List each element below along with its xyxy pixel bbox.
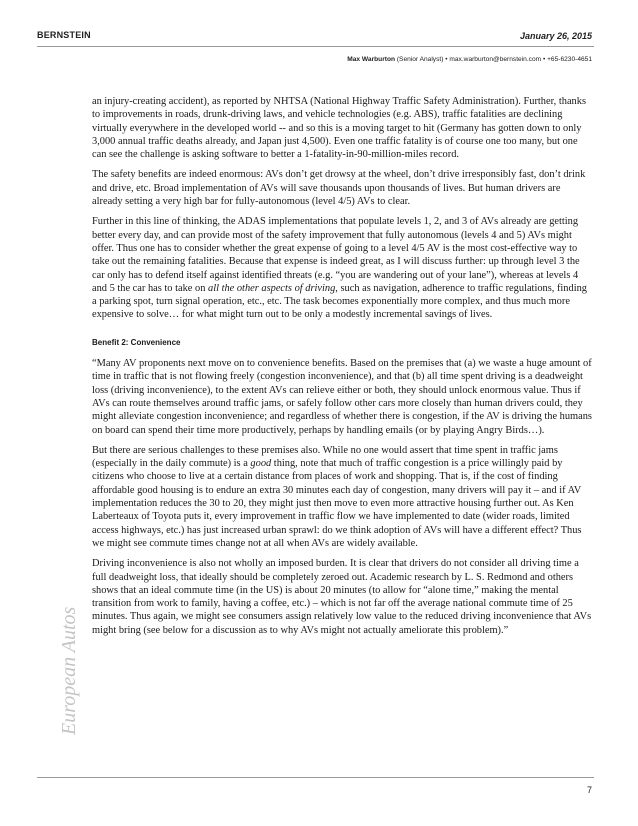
paragraph: an injury-creating accident), as reported by NHTSA (National Highway Traffic Safety Administration). Further, thanks to improvements in roads, drunk-driving laws, and vehicle technologies (e.g. ABS), traffic fatalities are declining virtually everywhere in the developed world -- and so this is a moving target to hit (Germany has gotten down to only 3,000 annual traffic deaths already, and Japan just 4,500). Even one traffic fatality is of course one too many, but one can see the challenge is asking software to better a 1-fatality-in-90-million-miles record. <box>92 96 586 161</box>
analyst-contact: • max.warburton@bernstein.com • +65-6230-4651 <box>445 56 592 63</box>
emphasis-text: all the other aspects of driving <box>208 282 336 294</box>
paragraph: Driving inconvenience is also not wholly an imposed burden. It is clear that drivers do not consider all driving time a full deadweight loss, that ideally should be completely zeroed out. Academic research by L. S. Redmond and others shows that an ideal commute time (in the US) is about 20 minutes (to allow for “alone time,” making the mental transition from work to family, having a coffee, etc.) – which is not far off the average national commute time of 25 minutes. Thus again, we might see consumers assign relatively low value to the reduced driving inconvenience that AVs might bring (see below for a discussion as to why AVs might not actually ameliorate this problem).” <box>92 558 592 636</box>
paragraph: The safety benefits are indeed enormous: AVs don’t get drowsy at the wheel, don’t drive irresponsibly fast, don’t drink and drive, etc. Broad implementation of AVs will save thousands upon thousands of lives. But human drivers are already setting a very high bar for fully-autonomous (level 4/5) AVs to clear. <box>92 169 586 208</box>
section-heading: Benefit 2: Convenience <box>92 337 181 347</box>
paragraph <box>92 215 592 321</box>
paragraph-text: , such as navigation, adherence to traffic regulations, finding a parking spot, turn signal operation, etc., etc. The task becomes exponentially more complex, and thus much more expensive to solve… for what might turn out to be only a modestly incremental savings of lives. <box>92 282 587 321</box>
paragraph: “Many AV proponents next move on to convenience benefits. Based on the premises that (a) we waste a huge amount of time in traffic that is not flowing freely (congestion inconvenience), and that (b) all time spent driving is a deadweight loss (driving inconvenience), to the extent AVs can relieve either or both, they should unlock enormous value. Thus if AVs can route themselves around traffic jams, or safely follow other cars more closely than human drivers could, they might alleviate congestion inconvenience; and regardless of whether there is congestion, if the AV is driving the humans on board can spend their time more productively, perhaps by handling emails (or by playing Angry Birds…). <box>92 358 592 436</box>
report-date: January 26, 2015 <box>519 31 592 41</box>
report-body <box>92 95 592 644</box>
paragraph-text: But there are serious challenges to these premises also. While no one would assert that time spent in traffic jams (especially in the daily commute) is a <box>92 444 558 470</box>
header-divider <box>37 46 594 47</box>
paragraph-text: Further in this line of thinking, the ADAS implementations that populate levels 1, 2, and 3 of AVs already are getting better every day, and can provide most of the safety improvement that fully autonomous (levels 4 and 5) AVs might offer. Thus one has to consider whether the great expense of going to a level 4/5 AV is the most cost-effective way to take out the remaining fatalities. Because that expense is indeed great, as I will discuss further: up through level 3 the car only has to defend itself against identified threats (e.g. “you are wandering out of your lane”), whereas at levels 4 and 5 the car has to take on <box>92 216 580 294</box>
emphasis-text: good <box>250 458 272 470</box>
analyst-line <box>347 56 592 63</box>
paragraph-text: thing, note that much of traffic congestion is a price willingly paid by citizens who choose to live at a certain distance from places of work and shopping. That is, if the cost of finding affordable good housing is to endure an extra 30 minutes each day of congestion, many drivers will pay it – and if AV implementation reduces the 30 to 20, they might just then move to even more attractive housing further out. As Ken Laberteaux of Toyota puts it, every improvement in traffic flow we have implemented to date (wider roads, limited access highways, etc.) has just increased urban sprawl: do we think adoption of AVs will have a different effect? Thus we might see commute times change not at all when AVs are widely available. <box>92 458 582 549</box>
bernstein-logo: BERNSTEIN <box>37 30 91 40</box>
analyst-title: (Senior Analyst) <box>396 56 444 63</box>
page-number: 7 <box>586 785 592 795</box>
footer-divider <box>37 777 594 778</box>
analyst-name: Max Warburton <box>347 56 396 63</box>
sector-side-label: European Autos <box>58 606 80 735</box>
paragraph <box>92 444 592 550</box>
